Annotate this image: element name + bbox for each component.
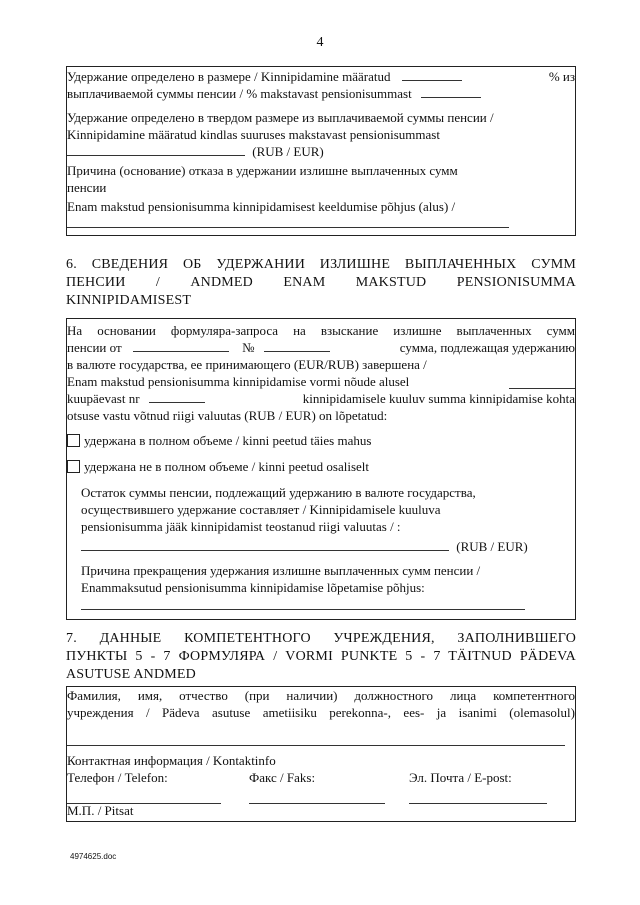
section-7-title-line-3: ASUTUSE ANDMED bbox=[66, 667, 196, 683]
competent-institution-box bbox=[66, 686, 576, 822]
option-partial bbox=[67, 459, 575, 476]
contact-info-label: Контактная информация / Kontaktinfo bbox=[67, 753, 276, 768]
withholding-details-box bbox=[66, 318, 576, 620]
section-6-title-line-3: KINNIPIDAMISEST bbox=[66, 293, 192, 309]
section-6-title-line-1: 6. СВЕДЕНИЯ ОБ УДЕРЖАНИИ ИЗЛИШНЕ ВЫПЛАЧЕННЫХ СУММ bbox=[66, 257, 576, 272]
request-form-label: На основании формуляра-запроса на взыскание излишне выплаченных сумм bbox=[67, 323, 575, 338]
request-date-field-et[interactable] bbox=[509, 377, 575, 389]
refusal-reason-label-et: Enam makstud pensionisumma kinnipidamisest keeldumise põhjus (alus) / bbox=[67, 199, 456, 214]
pension-from-label: пенсии от bbox=[67, 340, 122, 355]
withholding-percent-line bbox=[67, 69, 575, 86]
refusal-reason-label: Причина (основание) отказа в удержании излишне выплаченных сумм bbox=[67, 163, 458, 178]
remaining-amount-label-et: pensionisumma jääk kinnipidamist teostanud riigi valuutas / : bbox=[81, 519, 401, 534]
completed-label-et: otsuse vastu võtnud riigi valuutas (RUB / EUR) on lõpetatud: bbox=[67, 408, 388, 423]
number-sign: № bbox=[242, 340, 255, 355]
section-6-title-line-2: ПЕНСИИ / ANDMED ENAM MAKSTUD PENSIONISUMMA bbox=[66, 275, 576, 291]
request-form-et-line bbox=[67, 374, 575, 391]
fax-label: Факс / Faks: bbox=[249, 770, 316, 785]
stamp-label: М.П. / Pitsat bbox=[67, 803, 134, 818]
request-date-line bbox=[67, 340, 575, 357]
withholding-amount-box bbox=[66, 66, 576, 236]
option-full bbox=[67, 433, 575, 450]
remaining-amount-field[interactable] bbox=[81, 539, 449, 551]
section-7-heading bbox=[66, 630, 576, 685]
percent-of-pension-label: выплачиваемой суммы пенсии / % makstavast pensionisummast bbox=[67, 86, 412, 101]
currency-completed-label: в валюте государства, ее принимающего (EUR/RUB) завершена / bbox=[67, 357, 427, 372]
remaining-amount-label: Остаток суммы пенсии, подлежащий удержанию в валюте государства, bbox=[81, 485, 476, 500]
termination-reason-label-et: Enammaksutud pensionisumma kinnipidamise lõpetamise põhjus: bbox=[81, 580, 425, 595]
partial-withholding-label: удержана не в полном объеме / kinni peetud osaliselt bbox=[84, 459, 369, 474]
file-name: 4974625.doc bbox=[70, 852, 117, 861]
fixed-amount-line bbox=[67, 144, 575, 161]
partial-withholding-checkbox[interactable] bbox=[67, 460, 80, 473]
percent-suffix: % из bbox=[548, 69, 575, 84]
refusal-reason-field[interactable] bbox=[67, 227, 509, 228]
fixed-amount-label: Удержание определено в твердом размере из выплачиваемой суммы пенсии / bbox=[67, 110, 494, 125]
section-7-title-line-2: ПУНКТЫ 5 - 7 ФОРМУЛЯРА / VORMI PUNKTE 5 - 7 TÄITNUD PÄDEVA bbox=[66, 649, 576, 665]
amount-label-et: kinnipidamisele kuuluv summa kinnipidamise kohta bbox=[302, 391, 575, 406]
full-withholding-checkbox[interactable] bbox=[67, 434, 80, 447]
request-form-label-et: Enam makstud pensionisumma kinnipidamise vormi nõude alusel bbox=[67, 374, 410, 389]
fixed-amount-field[interactable] bbox=[67, 144, 245, 156]
termination-reason-field[interactable] bbox=[81, 609, 525, 610]
section-7-title-line-1: 7. ДАННЫЕ КОМПЕТЕНТНОГО УЧРЕЖДЕНИЯ, ЗАПОЛНИВШЕГО bbox=[66, 631, 576, 646]
request-number-et-line bbox=[67, 391, 575, 408]
refusal-reason-label-2: пенсии bbox=[67, 180, 107, 195]
request-date-field[interactable] bbox=[133, 340, 229, 352]
phone-label: Телефон / Telefon: bbox=[67, 770, 168, 785]
official-name-field[interactable] bbox=[67, 745, 565, 746]
withholding-percent-label: Удержание определено в размере / Kinnipidamine määratud bbox=[67, 69, 391, 84]
section-6-heading bbox=[66, 256, 576, 311]
official-name-label: Фамилия, имя, отчество (при наличии) должностного лица компетентного bbox=[67, 688, 575, 703]
percent-line-2 bbox=[67, 86, 575, 103]
page-number: 4 bbox=[316, 35, 324, 50]
fixed-amount-label-et: Kinnipidamine määratud kindlas suuruses makstavast pensionisummast bbox=[67, 127, 440, 142]
request-number-field-et[interactable] bbox=[149, 391, 205, 403]
full-withholding-label: удержана в полном объеме / kinni peetud täies mahus bbox=[84, 433, 372, 448]
currency-label: (RUB / EUR) bbox=[252, 144, 324, 159]
request-number-field[interactable] bbox=[264, 340, 330, 352]
email-label: Эл. Почта / E-post: bbox=[409, 770, 512, 785]
remaining-currency-label: (RUB / EUR) bbox=[456, 539, 528, 554]
remaining-amount-label-2: осуществившего удержание составляет / Kinnipidamisele kuuluva bbox=[81, 502, 441, 517]
percent-amount-field[interactable] bbox=[421, 86, 481, 98]
date-nr-label-et: kuupäevast nr bbox=[67, 391, 140, 406]
official-name-label-et: учреждения / Pädeva asutuse ametiisiku perekonna-, ees- ja isanimi (olemasolul) bbox=[67, 705, 575, 720]
percent-field[interactable] bbox=[402, 69, 462, 81]
amount-to-withhold-label: сумма, подлежащая удержанию bbox=[399, 340, 575, 355]
remaining-amount-line bbox=[81, 539, 575, 556]
termination-reason-label: Причина прекращения удержания излишне выплаченных сумм пенсии / bbox=[81, 563, 481, 578]
